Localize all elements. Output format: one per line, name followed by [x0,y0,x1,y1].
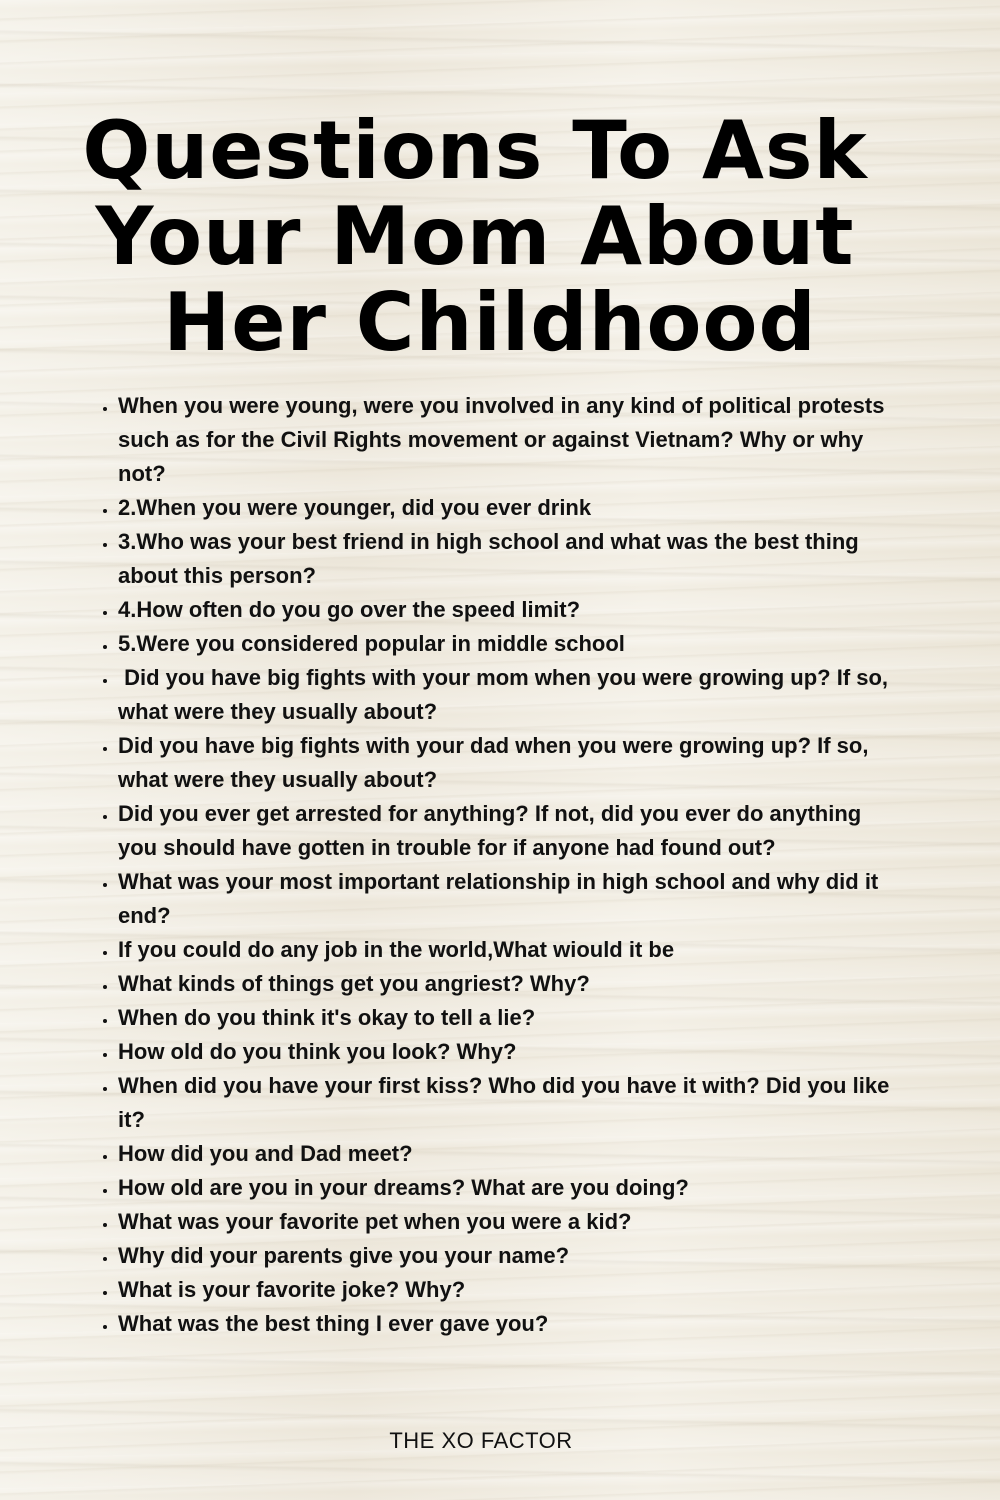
list-item: • When do you think it's okay to tell a lie? [118,1001,898,1035]
list-item: • 5.Were you considered popular in middle school [118,627,898,661]
title-line-1: Questions To Ask [82,104,868,197]
brand-footer [0,1428,1000,1454]
list-item: • When did you have your first kiss? Who did you have it with? Did you like it? [118,1069,898,1137]
list-item: • When you were young, were you involved in any kind of political protests such as for the Civil Rights movement or against Vietnam? Why or why not? [118,389,898,491]
list-item: • 3.Who was your best friend in high school and what was the best thing about this person? [118,525,898,593]
brand-name: THE XO FACTOR [389,1428,573,1453]
list-item: • 4.How often do you go over the speed limit? [118,593,898,627]
list-item: • How old are you in your dreams? What are you doing? [118,1171,898,1205]
title-line-3: Her Childhood [163,276,817,369]
list-item: • What was the best thing I ever gave you? [118,1307,898,1341]
question-list [92,389,898,1341]
list-item: • How old do you think you look? Why? [118,1035,898,1069]
list-item: • Did you have big fights with your mom when you were growing up? If so, what were they usually about? [118,661,898,729]
list-item: • What was your most important relationship in high school and why did it end? [118,865,898,933]
list-item: • If you could do any job in the world,What wiould it be [118,933,898,967]
list-item: • How did you and Dad meet? [118,1137,898,1171]
page-title [0,104,1000,369]
list-item: • Why did your parents give you your name? [118,1239,898,1273]
list-item: • Did you ever get arrested for anything? If not, did you ever do anything you should have gotten in trouble for if anyone had found out? [118,797,898,865]
list-item: • 2.When you were younger, did you ever drink [118,491,898,525]
list-item: • What kinds of things get you angriest? Why? [118,967,898,1001]
list-item: • What was your favorite pet when you were a kid? [118,1205,898,1239]
title-line-2: Your Mom About [95,190,855,283]
list-item: • What is your favorite joke? Why? [118,1273,898,1307]
list-item: • Did you have big fights with your dad when you were growing up? If so, what were they usually about? [118,729,898,797]
